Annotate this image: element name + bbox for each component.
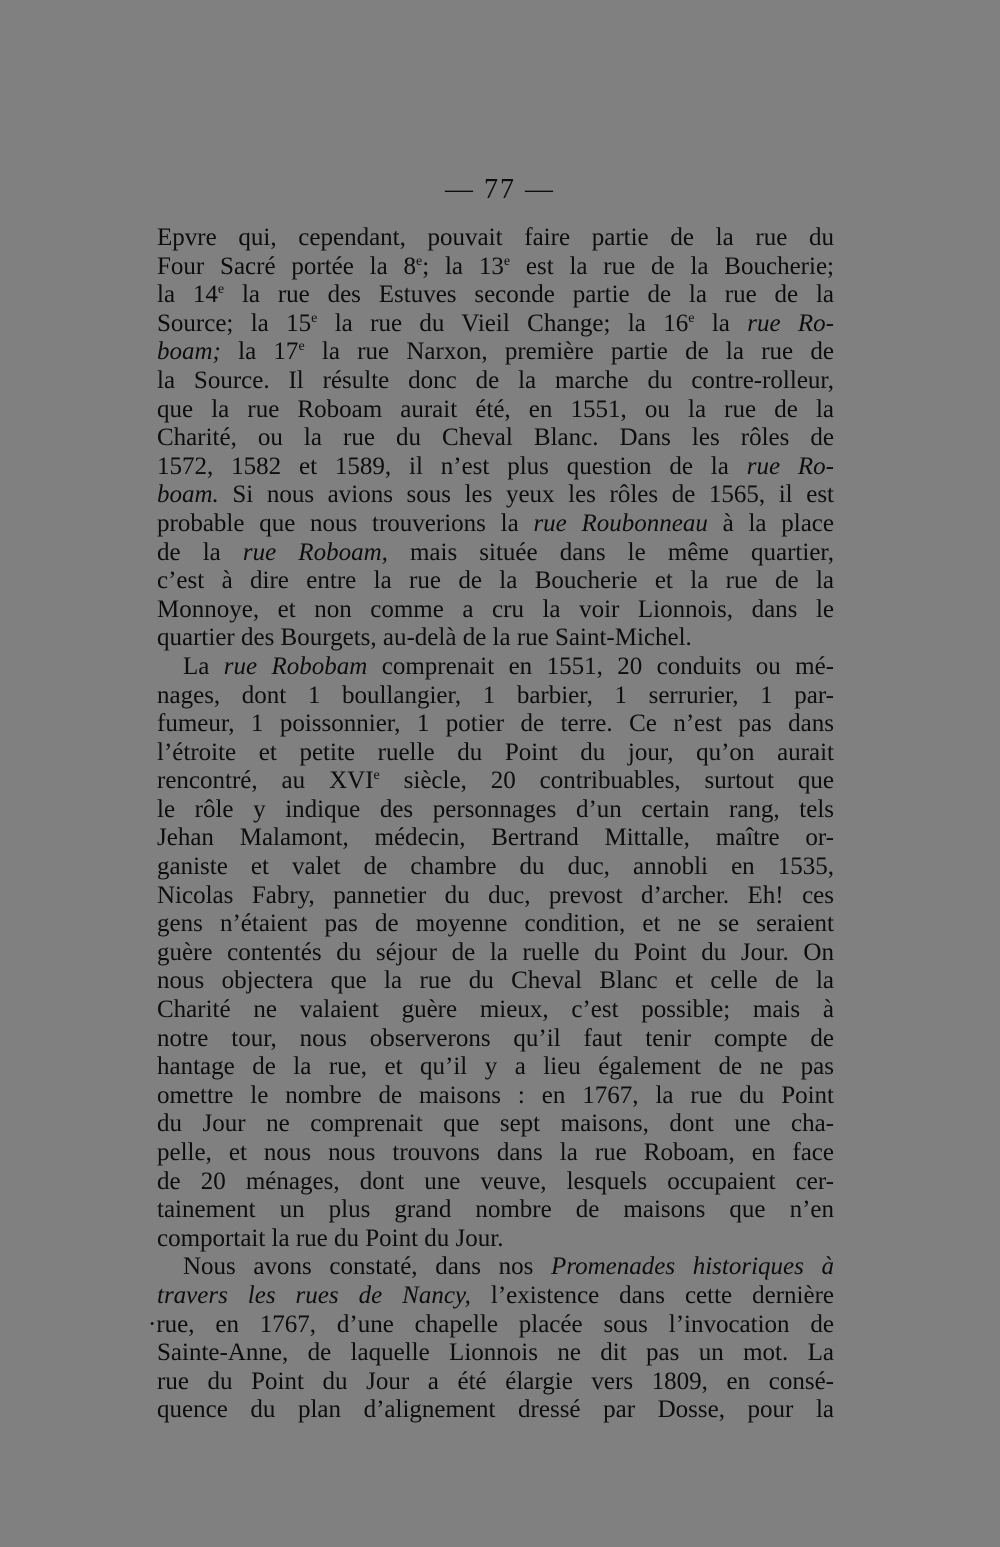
text-line: omettre le nombre de maisons : en 1767, la rue du Point	[157, 1081, 834, 1109]
text-line: pelle, et nous nous trouvons dans la rue Roboam, en face	[157, 1139, 834, 1166]
text-line: boam. Si nous avions sous les yeux les rôles de 1565, il est	[157, 481, 834, 509]
text-line: comportait la rue du Point du Jour.	[157, 1224, 504, 1252]
text-line: rue du Point du Jour a été élargie vers 1809, en consé-	[157, 1367, 834, 1395]
text-line: La rue Robobam comprenait en 1551, 20 conduits ou mé-	[183, 652, 834, 680]
text-line: du Jour ne comprenait que sept maisons, dont une cha-	[157, 1110, 834, 1138]
text-line: quartier des Bourgets, au-delà de la rue Saint-Michel.	[157, 624, 692, 652]
text-line: la Source. Il résulte donc de la marche du contre-rolleur,	[157, 366, 834, 394]
text-line: notre tour, nous observerons qu’il faut tenir compte de	[157, 1024, 834, 1052]
text-line: de la rue Roboam, mais située dans le même quartier,	[157, 538, 834, 566]
text-line: Source; la 15e la rue du Vieil Change; la 16e la rue Ro-	[157, 309, 834, 337]
text-line: Charité, ou la rue du Cheval Blanc. Dans les rôles de	[157, 424, 834, 452]
text-line: fumeur, 1 poissonnier, 1 potier de terre. Ce n’est pas dans	[157, 710, 834, 738]
text-line: que la rue Roboam aurait été, en 1551, ou la rue de la	[157, 395, 834, 423]
text-line: Jehan Malamont, médecin, Bertrand Mittalle, maître or-	[157, 824, 834, 852]
text-line: Nicolas Fabry, pannetier du duc, prevost d’archer. Eh! ces	[157, 881, 834, 909]
text-line: tainement un plus grand nombre de maisons que n’en	[157, 1196, 834, 1224]
text-line: rencontré, au XVIe siècle, 20 contribuables, surtout que	[157, 767, 834, 795]
text-line: probable que nous trouverions la rue Roubonneau à la place	[157, 509, 835, 537]
text-line: nous objectera que la rue du Cheval Blanc et celle de la	[157, 967, 834, 995]
text-line: guère contentés du séjour de la ruelle du Point du Jour. On	[157, 938, 834, 966]
text-line: gens n’étaient pas de moyenne condition, et ne se seraient	[157, 910, 834, 938]
text-line: hantage de la rue, et qu’il y a lieu également de ne pas	[157, 1053, 834, 1081]
text-line: ganiste et valet de chambre du duc, annobli en 1535,	[157, 853, 834, 881]
text-line: Epvre qui, cependant, pouvait faire partie de la rue du	[157, 224, 834, 251]
text-line: travers les rues de Nancy, l’existence dans cette dernière	[157, 1281, 834, 1309]
body-text	[148, 224, 835, 1425]
text-line: c’est à dire entre la rue de la Boucherie et la rue de la	[157, 567, 834, 595]
text-line: de 20 ménages, dont une veuve, lesquels occupaient cer-	[157, 1167, 834, 1195]
text-line: Nous avons constaté, dans nos Promenades historiques à	[183, 1253, 835, 1281]
text-line: Sainte-Anne, de laquelle Lionnois ne dit pas un mot. La	[157, 1339, 834, 1367]
text-line: Monnoye, et non comme a cru la voir Lionnois, dans le	[157, 595, 834, 623]
text-line: la 14e la rue des Estuves seconde partie de la rue de la	[157, 281, 835, 309]
page-number: — 77 —	[445, 174, 555, 205]
text-line: le rôle y indique des personnages d’un certain rang, tels	[157, 795, 834, 823]
text-line: Four Sacré portée la 8e; la 13e est la rue de la Boucherie;	[157, 252, 834, 280]
text-line: quence du plan d’alignement dressé par Dosse, pour la	[157, 1396, 834, 1424]
text-line: boam; la 17e la rue Narxon, première partie de la rue de	[157, 338, 834, 366]
text-line: 1572, 1582 et 1589, il n’est plus question de la rue Ro-	[157, 452, 835, 480]
text-line: nages, dont 1 boullangier, 1 barbier, 1 serrurier, 1 par-	[157, 681, 834, 709]
text-line: ·rue, en 1767, d’une chapelle placée sous l’invocation de	[148, 1310, 834, 1338]
text-line: l’étroite et petite ruelle du Point du jour, qu’on aurait	[157, 738, 834, 766]
text-line: Charité ne valaient guère mieux, c’est possible; mais à	[157, 996, 834, 1024]
